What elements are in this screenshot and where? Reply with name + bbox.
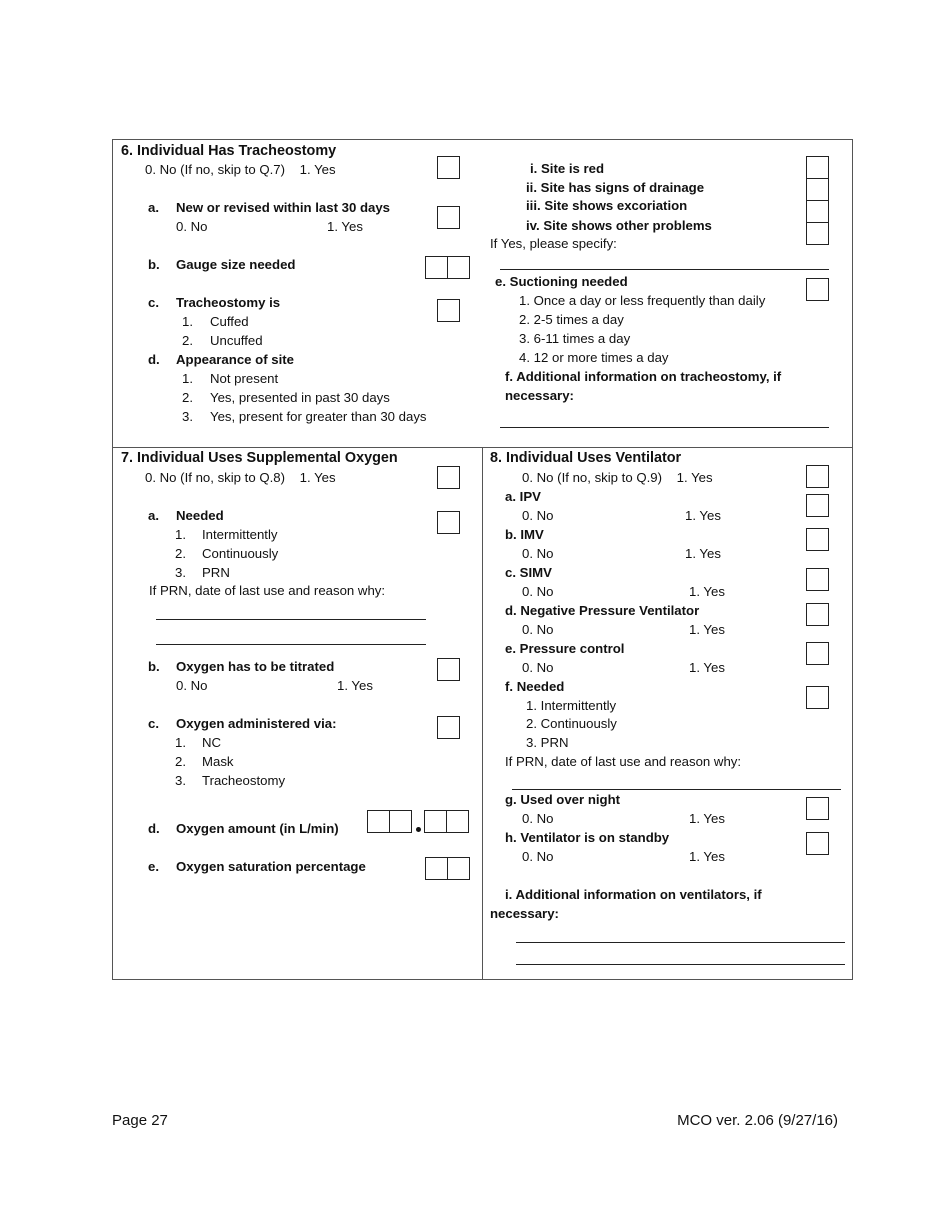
q7-options: 0. No (If no, skip to Q.8) 1. Yes [145,470,336,485]
q6d-letter: d. [148,352,160,367]
q6-site-excoriation: iii. Site shows excoriation [526,198,688,213]
q6d-opt2-num: 2. [182,390,193,405]
q6f-answer-line[interactable] [500,427,829,428]
q7a-letter: a. [148,508,159,523]
q8e-label: e. Pressure control [505,641,625,656]
q7d-letter: d. [148,821,160,836]
q6e-answer-box[interactable] [806,278,829,301]
q7a-opt2: Continuously [202,546,279,561]
q7a-label: Needed [176,508,224,523]
q6-site-other-box[interactable] [806,222,829,245]
q6c-opt1: Cuffed [210,314,249,329]
q6-options: 0. No (If no, skip to Q.7) 1. Yes [145,162,336,177]
q7a-opt3: PRN [202,565,230,580]
q8-title: 8. Individual Uses Ventilator [490,450,682,466]
q7e-digit-box-1[interactable] [425,857,448,880]
q6d-opt1-num: 1. [182,371,193,386]
q7c-label: Oxygen administered via: [176,716,337,731]
q7e-digit-box-2[interactable] [447,857,470,880]
q8c-no: 0. No [522,584,554,599]
q8f-opt1: 1. Intermittently [526,698,617,713]
q6f-label-line1: f. Additional information on tracheostomy, if [505,369,782,384]
q6-site-red: i. Site is red [530,161,605,176]
q7c-opt1-num: 1. [175,735,186,750]
q8i-label-line1: i. Additional information on ventilators, if [505,887,762,902]
q8-answer-box[interactable] [806,465,829,488]
q6d-opt1: Not present [210,371,279,386]
q8c-answer-box[interactable] [806,568,829,591]
q6-site-drainage-box[interactable] [806,178,829,201]
q6c-label: Tracheostomy is [176,295,281,310]
q8d-yes: 1. Yes [689,622,725,637]
q7c-answer-box[interactable] [437,716,460,739]
q6c-letter: c. [148,295,159,310]
q7-answer-box[interactable] [437,466,460,489]
q8a-answer-box[interactable] [806,494,829,517]
q6d-label: Appearance of site [176,352,294,367]
q8b-answer-box[interactable] [806,528,829,551]
q7a-prn-line-1[interactable] [156,619,426,620]
q6e-opt2: 2. 2-5 times a day [519,312,624,327]
q7d-digit-box-2[interactable] [389,810,412,833]
q6a-letter: a. [148,200,159,215]
q6c-opt2-num: 2. [182,333,193,348]
q8d-label: d. Negative Pressure Ventilator [505,603,700,618]
q8c-label: c. SIMV [505,565,552,580]
q6d-opt3: Yes, present for greater than 30 days [210,409,427,424]
q7c-opt2-num: 2. [175,754,186,769]
q6-answer-box[interactable] [437,156,460,179]
q6d-opt3-num: 3. [182,409,193,424]
q7c-opt1: NC [202,735,222,750]
q6d-opt2: Yes, presented in past 30 days [210,390,390,405]
q6a-yes: 1. Yes [327,219,363,234]
q7c-opt2: Mask [202,754,234,769]
q7b-answer-box[interactable] [437,658,460,681]
q7b-label: Oxygen has to be titrated [176,659,335,674]
q6a-no: 0. No [176,219,208,234]
q8e-yes: 1. Yes [689,660,725,675]
q8h-no: 0. No [522,849,554,864]
q8a-no: 0. No [522,508,554,523]
section-divider [112,447,853,448]
q6e-opt3: 3. 6-11 times a day [519,331,631,346]
q7-title: 7. Individual Uses Supplemental Oxygen [121,450,398,466]
q6-site-excoriation-box[interactable] [806,200,829,223]
q7a-opt1-num: 1. [175,527,186,542]
q6b-label: Gauge size needed [176,257,296,272]
q7a-opt3-num: 3. [175,565,186,580]
q8f-prn-line[interactable] [512,789,841,790]
q6-title: 6. Individual Has Tracheostomy [121,143,337,159]
q8f-label: f. Needed [505,679,565,694]
q7a-opt1: Intermittently [202,527,278,542]
q6a-label: New or revised within last 30 days [176,200,391,215]
q7a-prn-line-2[interactable] [156,644,426,645]
q8g-yes: 1. Yes [689,811,725,826]
q8g-answer-box[interactable] [806,797,829,820]
q7a-opt2-num: 2. [175,546,186,561]
q8f-prn-label: If PRN, date of last use and reason why: [505,754,742,769]
q6e-opt1: 1. Once a day or less frequently than daily [519,293,766,308]
q8f-opt3: 3. PRN [526,735,569,750]
q6-specify-label: If Yes, please specify: [490,236,617,251]
q7c-opt3: Tracheostomy [202,773,286,788]
q6-site-drainage: ii. Site has signs of drainage [526,180,705,195]
q8g-no: 0. No [522,811,554,826]
q6f-label-line2: necessary: [505,388,574,403]
q8a-yes: 1. Yes [685,508,721,523]
q8c-yes: 1. Yes [689,584,725,599]
q8i-answer-line-2[interactable] [516,964,845,965]
q8i-answer-line-1[interactable] [516,942,845,943]
column-divider [482,448,483,980]
q7d-digit-box-3[interactable] [424,810,447,833]
q6b-letter: b. [148,257,160,272]
q8g-label: g. Used over night [505,792,621,807]
q6c-opt1-num: 1. [182,314,193,329]
q8h-yes: 1. Yes [689,849,725,864]
q6b-gauge-box-1[interactable] [425,256,448,279]
q7a-prn-label: If PRN, date of last use and reason why: [149,583,386,598]
q8i-label-line2: necessary: [490,906,559,921]
page-number: Page 27 [112,1112,168,1129]
q7b-letter: b. [148,659,160,674]
q8d-answer-box[interactable] [806,603,829,626]
q8h-answer-box[interactable] [806,832,829,855]
q6e-label: e. Suctioning needed [495,274,628,289]
q6b-gauge-box-2[interactable] [447,256,470,279]
q8e-answer-box[interactable] [806,642,829,665]
q7b-no: 0. No [176,678,208,693]
q8b-no: 0. No [522,546,554,561]
q6c-answer-box[interactable] [437,299,460,322]
q8f-answer-box[interactable] [806,686,829,709]
q6-site-red-box[interactable] [806,156,829,179]
q8d-no: 0. No [522,622,554,637]
q7d-digit-box-4[interactable] [446,810,469,833]
q7e-label: Oxygen saturation percentage [176,859,366,874]
q6-site-other: iv. Site shows other problems [526,218,712,233]
q8e-no: 0. No [522,660,554,675]
q6c-opt2: Uncuffed [210,333,263,348]
q8f-opt2: 2. Continuously [526,716,617,731]
q8b-yes: 1. Yes [685,546,721,561]
q6-specify-line[interactable] [500,269,829,270]
q8b-label: b. IMV [505,527,544,542]
q7b-yes: 1. Yes [337,678,373,693]
q6a-answer-box[interactable] [437,206,460,229]
q7c-opt3-num: 3. [175,773,186,788]
q8a-label: a. IPV [505,489,541,504]
decimal-point [416,827,421,832]
version-label: MCO ver. 2.06 (9/27/16) [677,1112,838,1129]
q6e-opt4: 4. 12 or more times a day [519,350,669,365]
q7e-letter: e. [148,859,159,874]
q7d-digit-box-1[interactable] [367,810,390,833]
q7a-answer-box[interactable] [437,511,460,534]
q8h-label: h. Ventilator is on standby [505,830,670,845]
q7d-label: Oxygen amount (in L/min) [176,821,339,836]
q7c-letter: c. [148,716,159,731]
q8-options: 0. No (If no, skip to Q.9) 1. Yes [522,470,713,485]
